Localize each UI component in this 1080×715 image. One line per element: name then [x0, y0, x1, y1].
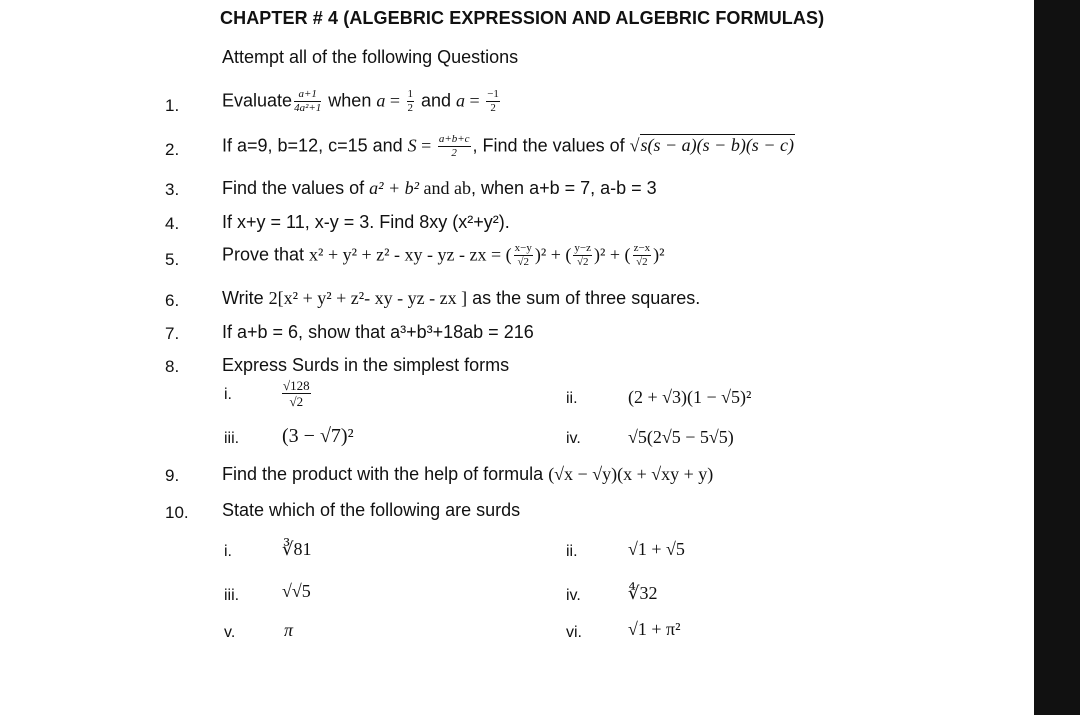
question-number: 1. — [165, 96, 180, 115]
question-number: 9. — [165, 466, 180, 485]
question-4: If x+y = 11, x-y = 3. Find 8xy (x²+y²). — [222, 212, 510, 232]
question-7: If a+b = 6, show that a³+b³+18ab = 216 — [222, 322, 534, 342]
question-10: State which of the following are surds — [222, 500, 521, 520]
subpart-label: vi. — [566, 624, 582, 641]
subpart-label: i. — [224, 543, 232, 560]
question-number: 2. — [165, 140, 180, 159]
surd-expression: √5(2√5 − 5√5) — [628, 427, 734, 447]
instructions: Attempt all of the following Questions — [222, 47, 519, 67]
subpart-label: iii. — [224, 430, 240, 447]
question-number: 7. — [165, 324, 180, 343]
question-number: 5. — [165, 250, 180, 269]
surd-expression: ∛81 — [282, 539, 312, 559]
question-9: Find the product with the help of formula (√x − √y)(x + √xy + y) — [222, 464, 714, 484]
question-number: 4. — [165, 214, 180, 233]
question-2: If a=9, b=12, c=15 and S = $\frac{a+b+c}{2}$ , Find the values of √s(s − a)(s − b)(s − c) — [222, 133, 794, 159]
surd-expression: √√5 — [282, 581, 311, 601]
subpart-label: v. — [224, 624, 236, 641]
subpart-label: iv. — [566, 587, 581, 604]
page-title: CHAPTER # 4 (ALGEBRIC EXPRESSION AND ALGEBRIC FORMULAS) — [220, 8, 825, 28]
question-8: Express Surds in the simplest forms — [222, 355, 510, 375]
surd-expression: ∜32 — [628, 583, 658, 603]
surd-expression: $\frac{√128}{√2}$ — [283, 378, 310, 409]
subpart-label: i. — [224, 386, 232, 403]
question-number: 8. — [165, 357, 180, 376]
surd-expression: (3 − √7)² — [282, 425, 354, 447]
question-number: 10. — [165, 503, 189, 522]
question-3: Find the values of a² + b² and ab, when a+b = 7, a-b = 3 — [222, 178, 657, 198]
question-1: Evaluate $\frac{a+1}{\text{4a²+1}}$ when a = $\frac{1}{2}$ and a = $\frac{-1}{2}$ — [222, 88, 499, 114]
question-6: Write 2[x² + y² + z²- xy - yz - zx ] as the sum of three squares. — [222, 288, 701, 308]
surd-expression: (2 + √3)(1 − √5)² — [628, 387, 752, 407]
surd-expression: π — [284, 620, 294, 640]
question-number: 6. — [165, 291, 180, 310]
dark-edge-bar — [1034, 0, 1080, 715]
question-5: Prove that x² + y² + z² - xy - yz - zx = ( $\frac{x-y}{√2}$ )² + ( $\frac{y-z}{√2}$ )² + ( $\frac{z-x}{√2}$ )² — [222, 242, 665, 268]
surd-expression: √1 + π² — [628, 619, 681, 639]
subpart-label: ii. — [566, 390, 578, 407]
subpart-label: ii. — [566, 543, 578, 560]
question-number: 3. — [165, 180, 180, 199]
subpart-label: iv. — [566, 430, 581, 447]
surd-expression: √1 + √5 — [628, 539, 685, 559]
subpart-label: iii. — [224, 587, 240, 604]
